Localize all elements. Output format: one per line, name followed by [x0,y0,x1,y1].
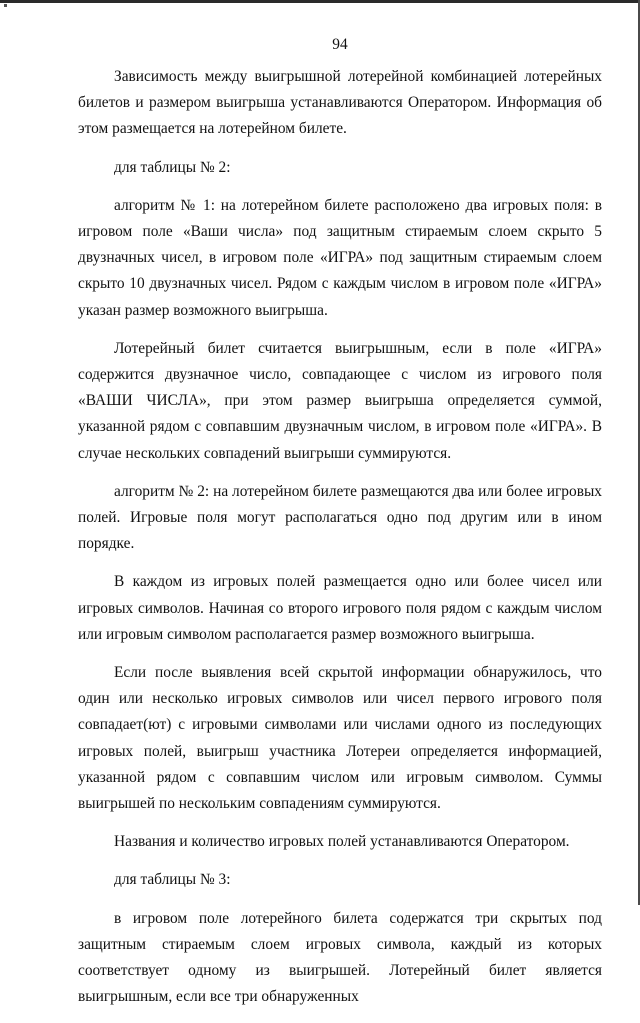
paragraph-table-3-rule: в игровом поле лотерейного билета содержатся три скрытых под защитным стираемым слоем игровых символа, каждый из которых соответствует одному из выигрышей. Лотерейный билет является выигрышным, если все три обнаруженных [78,909,602,1006]
paragraph-winning-condition: Лотерейный билет считается выигрышным, если в поле «ИГРА» содержится двузначное число, совпадающее с числом из игрового поля «ВАШИ ЧИСЛА», при этом размер выигрыша определяется суммой, указанной рядом с совпавшим двузначным числом, в игровом поле «ИГРА». В случае нескольких совпадений выигрыши суммируются. [78,339,602,462]
paragraph-game-fields: В каждом из игровых полей размещается одно или более чисел или игровых символов. Начиная со второго игрового поля рядом с каждым числом или игровым символом располагается размер возможного выигрыша. [78,573,602,643]
section-label-table-2: для таблицы № 2: [114,158,231,176]
paragraph-algorithm-2: алгоритм № 2: на лотерейном билете размещаются два или более игровых полей. Игровые поля могут располагаться одно под другим или в ином порядке. [78,482,602,553]
paragraph-field-names: Названия и количество игровых полей устанавливаются Оператором. [114,833,570,851]
document-body [78,64,602,1023]
scan-artifact [4,4,7,7]
paragraph-match-rule: Если после выявления всей скрытой информации обнаружилось, что один или несколько игровых символов или чисел первого игрового поля совпадает(ют) с игровыми символами или числами одного из последующих игровых полей, выигрыш участника Лотереи определяется информацией, указанной рядом с совпавшим числом или игровым символом. Суммы выигрышей по нескольким совпадениям суммируются. [78,664,602,813]
paragraph-algorithm-1: алгоритм № 1: на лотерейном билете расположено два игровых поля: в игровом поле «Ваши числа» под защитным стираемым слоем скрыто 5 двузначных чисел, в игровом поле «ИГРА» под защитным стираемым слоем скрыто 10 двузначных чисел. Рядом с каждым числом в игровом поле «ИГРА» указан размер возможного выигрыша. [78,196,602,319]
scan-border-top [0,0,640,3]
page-number: 94 [332,36,348,53]
paragraph-1: Зависимость между выигрышной лотерейной комбинацией лотерейных билетов и размером выигрыша устанавливаются Оператором. Информация об этом размещается на лотерейном билете. [78,68,602,138]
section-label-table-3: для таблицы № 3: [114,871,231,889]
